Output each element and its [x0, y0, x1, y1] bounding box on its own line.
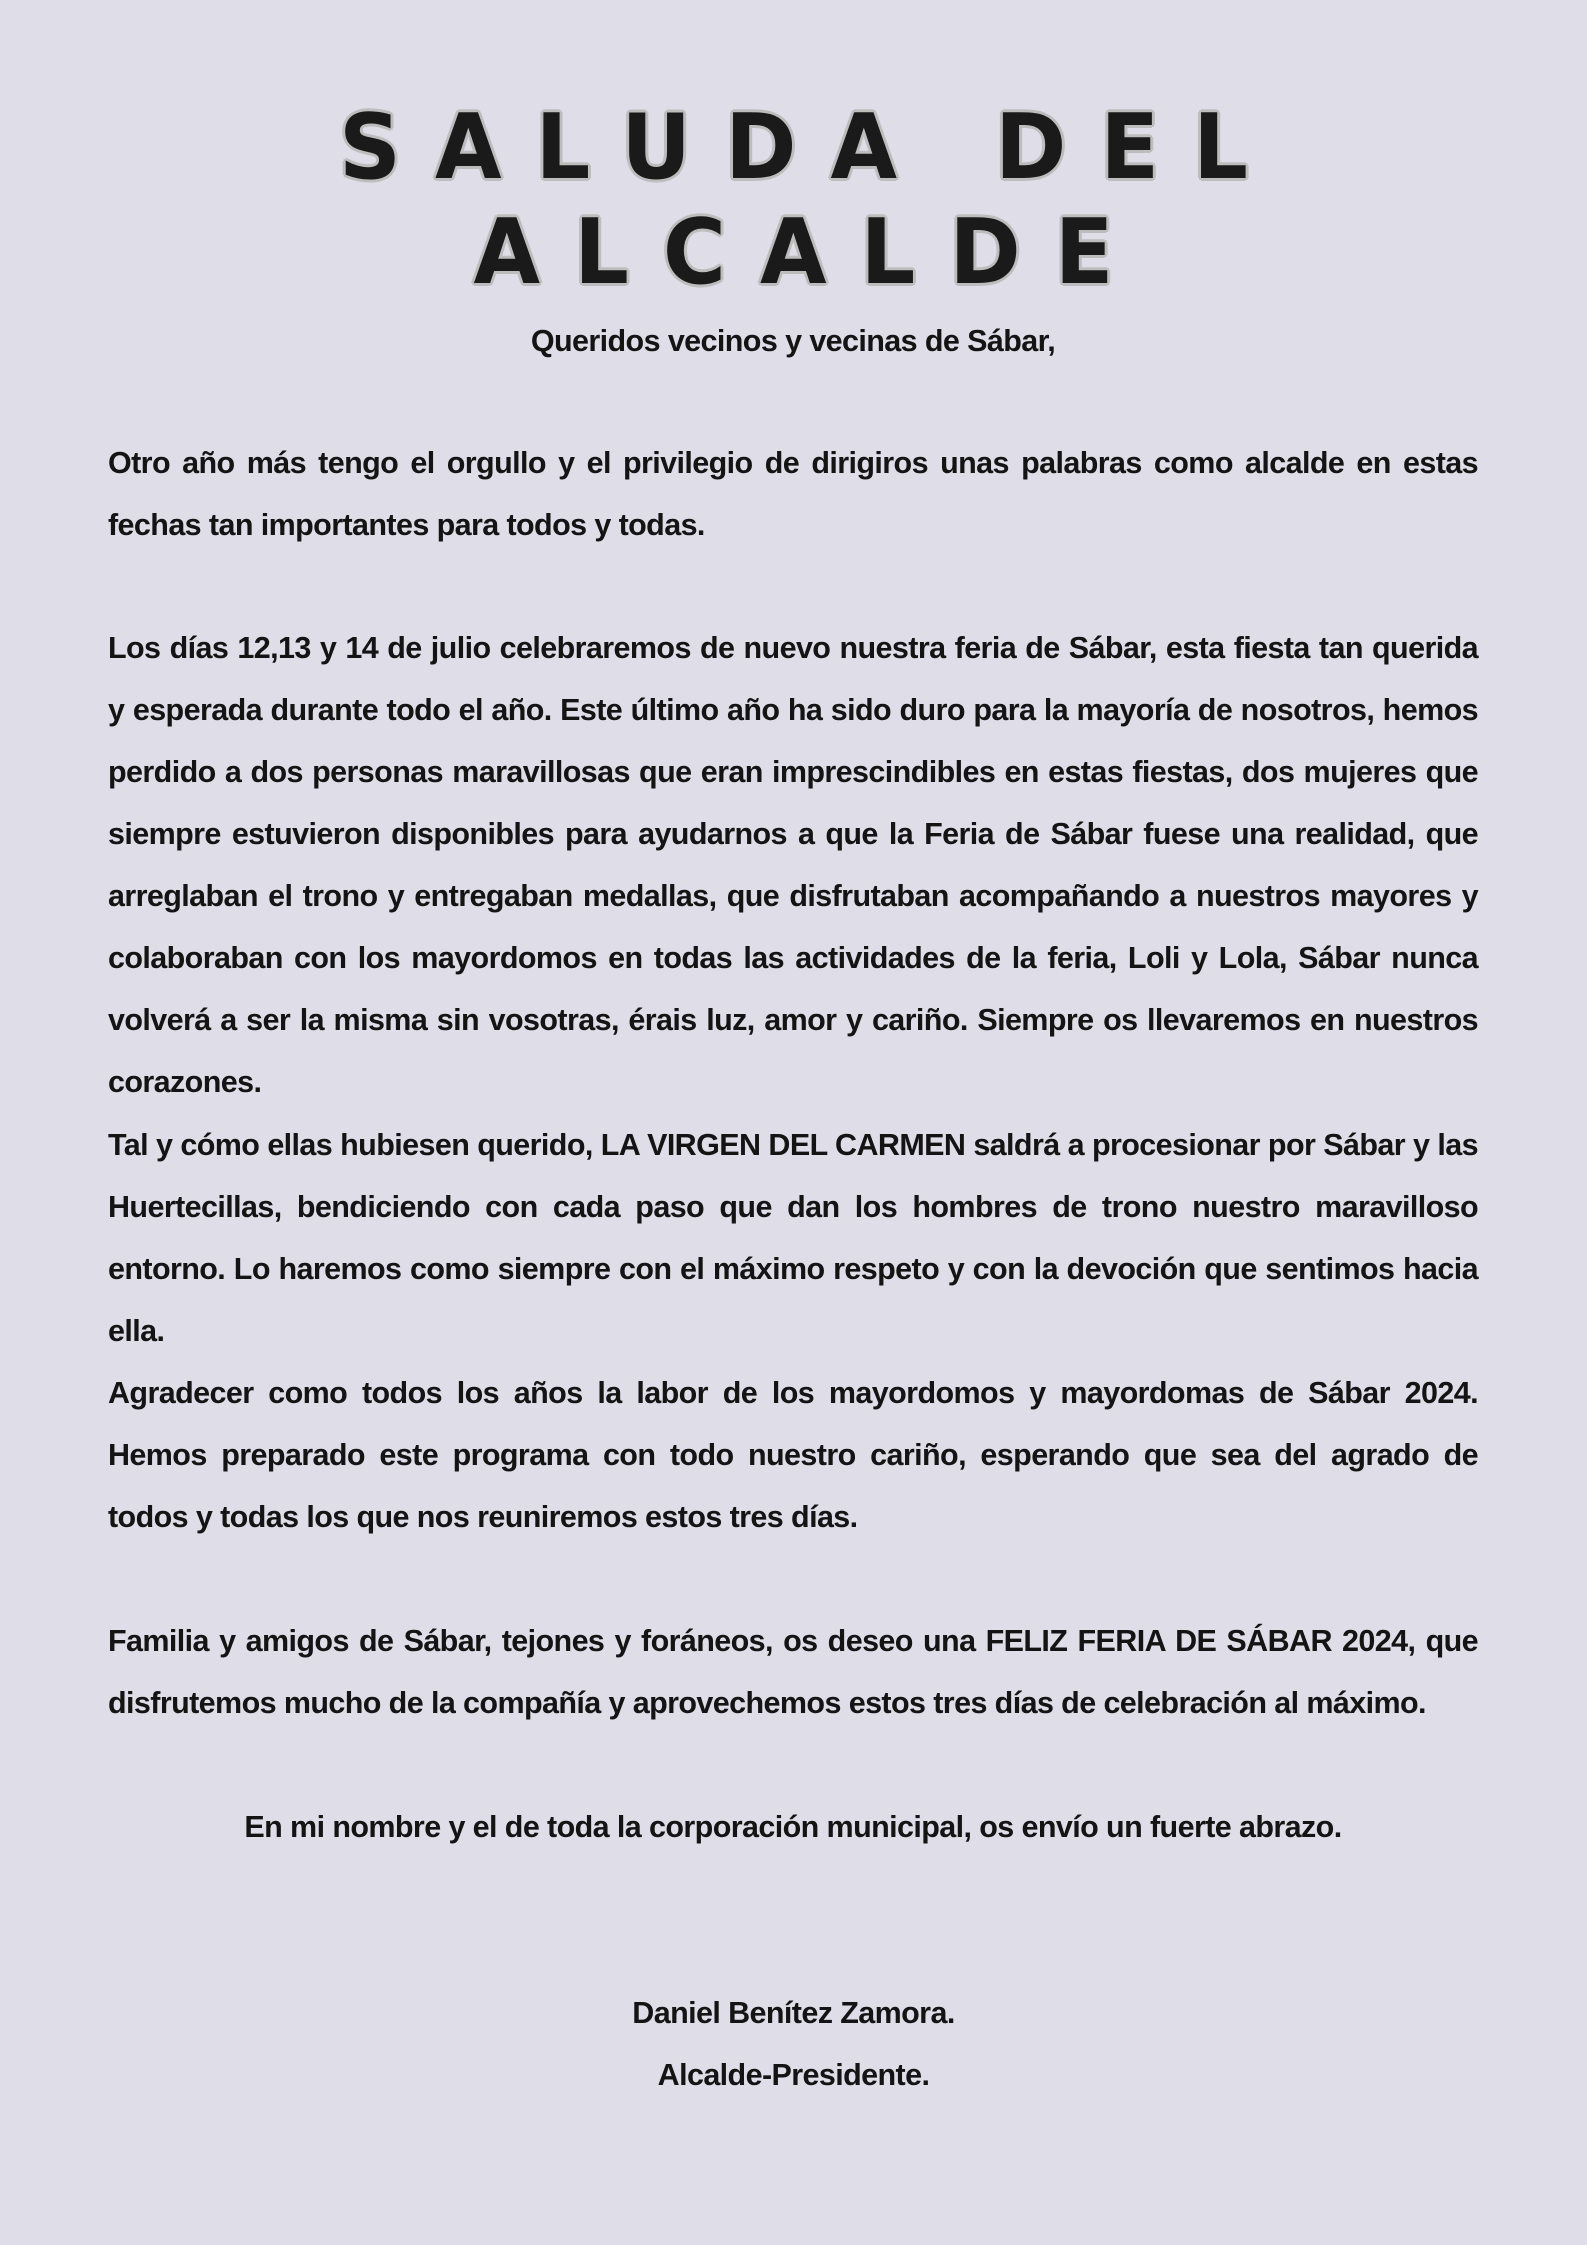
paragraph-2: Los días 12,13 y 14 de julio celebraremos de nuevo nuestra feria de Sábar, esta fiesta tan querida y esperada durante todo el año. Este último año ha sido duro para la mayoría de nosotros, hemos perdido a dos personas maravillosas que eran imprescindibles en estas fiestas, dos mujeres que siempre estuvieron disponibles para ayudarnos a que la Feria de Sábar fuese una realidad, que arreglaban el trono y entregaban medallas, que disfrutaban acompañando a nuestros mayores y colaboraban con los mayordomos en todas las actividades de la feria, Loli y Lola, Sábar nunca volverá a ser la misma sin vosotras, érais luz, amor y cariño. Siempre os llevaremos en nuestros corazones. [108, 631, 1478, 1099]
paragraph-5: Familia y amigos de Sábar, tejones y foráneos, os deseo una FELIZ FERIA DE SÁBAR 2024, que disfrutemos mucho de la compañía y aprovechemos estos tres días de celebración al máximo. [108, 1624, 1478, 1720]
paragraph-4: Agradecer como todos los años la labor de los mayordomos y mayordomas de Sábar 2024. Hemos preparado este programa con todo nuestro cariño, esperando que sea del agrado de todos y todas los que nos reuniremos estos tres días. [108, 1376, 1478, 1534]
signature-block [0, 1982, 1587, 2106]
closing-line: En mi nombre y el de toda la corporación municipal, os envío un fuerte abrazo. [244, 1810, 1342, 1844]
signature-name: Daniel Benítez Zamora. [632, 1996, 955, 2030]
paragraph-1: Otro año más tengo el orgullo y el privilegio de dirigiros unas palabras como alcalde en estas fechas tan importantes para todos y todas. [108, 446, 1478, 542]
signature-role: Alcalde-Presidente. [657, 2058, 930, 2092]
page-title: SALUDA DEL ALCALDE [339, 95, 1282, 305]
paragraph-3: Tal y cómo ellas hubiesen querido, LA VIRGEN DEL CARMEN saldrá a procesionar por Sábar y las Huertecillas, bendiciendo con cada paso que dan los hombres de trono nuestro maravilloso entorno. Lo haremos como siempre con el máximo respeto y con la devoción que sentimos hacia ella. [108, 1128, 1478, 1348]
greeting: Queridos vecinos y vecinas de Sábar, [530, 324, 1056, 358]
